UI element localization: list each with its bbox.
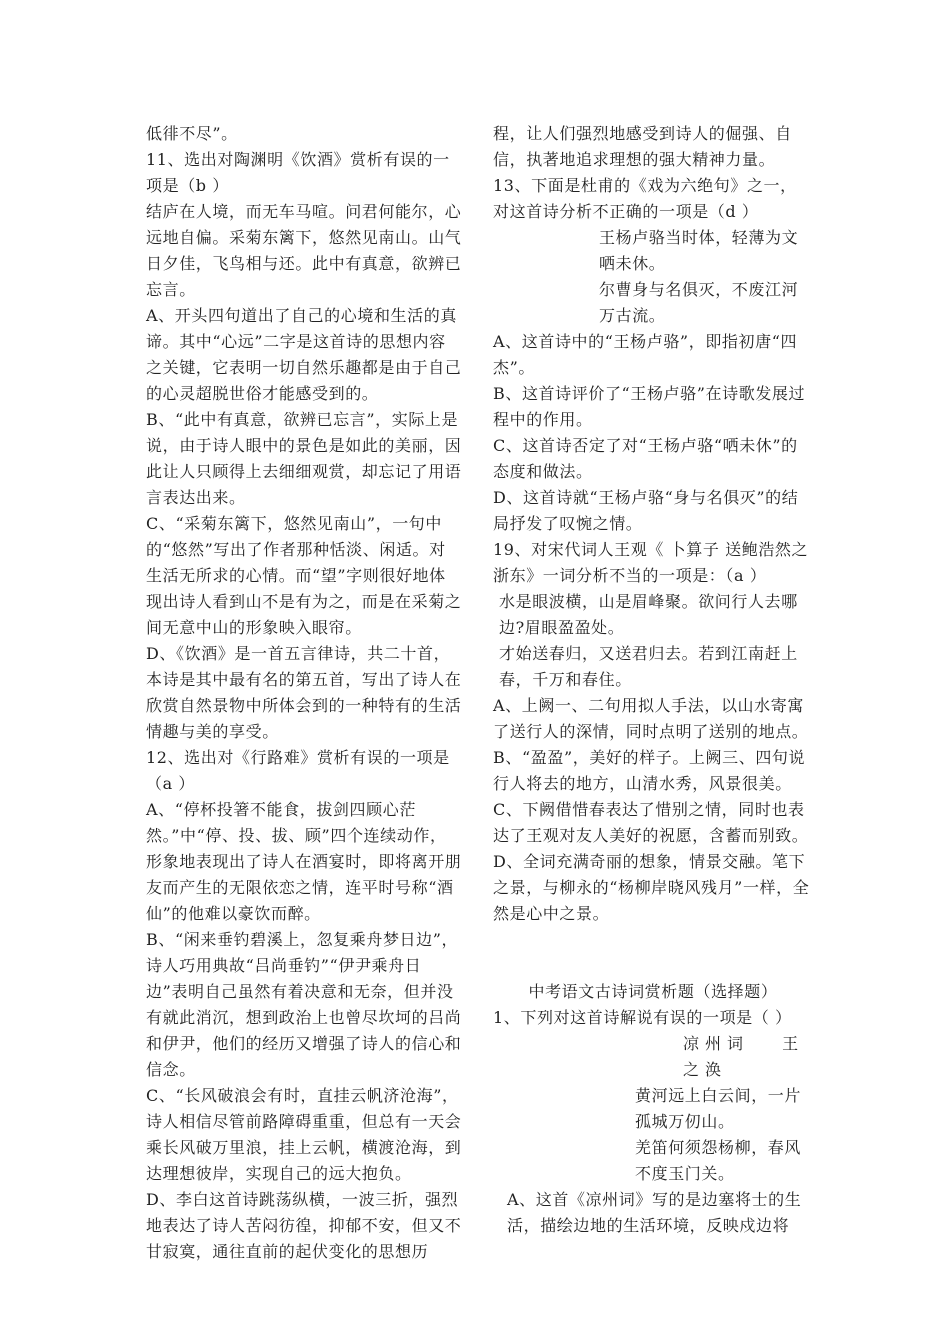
option-c: C、“采菊东篱下，悠然见南山”，一句中的“悠然”写出了作者那种恬淡、闲适。对生活无所求的心情。而“望”字则很好地体现出诗人看到山不是有为之，而是在采菊之间无意中山的形象映入眼帘。 — [146, 514, 462, 637]
question-1: 1、下列对这首诗解说有误的一项是（ ） — [493, 1008, 792, 1027]
option-d: D、这首诗就“王杨卢骆“身与名俱灭”的结局抒发了叹惋之情。 — [493, 488, 799, 533]
option-d: D、李白这首诗跳荡纵横，一波三折，强烈地表达了诗人苦闷彷徨，抑郁不安，但又不甘寂寞，通往直前的起伏变化的思想历 — [146, 1190, 462, 1261]
poem-verse: 尔曹身与名俱灭，不废江河万古流。 — [599, 280, 799, 325]
left-column — [146, 121, 462, 1265]
option-b: B、这首诗评价了“王杨卢骆”在诗歌发展过程中的作用。 — [493, 384, 806, 429]
poem-verse: 水是眼波横，山是眉峰聚。欲问行人去哪边?眉眼盈盈处。 — [499, 592, 798, 637]
option-a: A、这首诗中的“王杨卢骆”，即指初唐“四杰”。 — [493, 332, 798, 377]
option-a: A、开头四句道出了自己的心境和生活的真谛。其中“心远”二字是这首诗的思想内容之关键，它表明一切自然乐趣都是由于自己的心灵超脱世俗才能感受到的。 — [146, 306, 462, 403]
poem-verse: 王杨卢骆当时体，轻薄为文哂未休。 — [599, 228, 799, 273]
poem-text: 结庐在人境，而无车马喧。问君何能尔，心远地自偏。采菊东篱下，悠然见南山。山气日夕佳，飞鸟相与还。此中有真意，欲辨已忘言。 — [146, 202, 462, 299]
option-a: A、上阙一、二句用拟人手法，以山水寄寓了送行人的深情，同时点明了送别的地点。 — [493, 696, 809, 741]
poem-verse: 才始送春归，又送君归去。若到江南赶上春，千万和春住。 — [499, 644, 798, 689]
question-11: 11、选出对陶渊明《饮酒》赏析有误的一项是（b ） — [146, 150, 450, 195]
section-title: 中考语文古诗词赏析题（选择题） — [528, 982, 778, 1001]
spacer — [493, 927, 813, 979]
option-b: B、“闲来垂钓碧溪上，忽复乘舟梦日边”，诗人巧用典故“吕尚垂钓”“伊尹乘舟日边”表明自己虽然有着决意和无奈，但并没有就此消沉，想到政治上也曾尽坎坷的吕尚和伊尹，他们的经历又增强了诗人的信心和信念。 — [146, 930, 462, 1079]
option-a: A、“停杯投箸不能食，拔剑四顾心茫然。”中“停、投、拔、顾”四个连续动作，形象地表现出了诗人在酒宴时，即将离开朋友而产生的无限依恋之情，连平时号称“酒仙”的他难以豪饮而醉。 — [146, 800, 462, 923]
question-12: 12、选出对《行路难》赏析有误的一项是（a ） — [146, 748, 450, 793]
option-b: B、“此中有真意，欲辨已忘言”，实际上是说，由于诗人眼中的景色是如此的美丽，因此让人只顾得上去细细观赏，却忘记了用语言表达出来。 — [146, 410, 462, 507]
poem-verse: 羌笛何须怨杨柳，春风不度玉门关。 — [635, 1138, 802, 1183]
question-19: 19、对宋代词人王观《 卜算子 送鲍浩然之浙东》一词分析不当的一项是：（a ） — [493, 540, 809, 585]
right-column — [493, 121, 813, 1239]
question-13: 13、下面是杜甫的《戏为六绝句》之一，对这首诗分析不正确的一项是（d ） — [493, 176, 797, 221]
option-d: D、《饮酒》是一首五言律诗，共二十首，本诗是其中最有名的第五首，写出了诗人在欣赏自然景物中所体会到的一种特有的生活情趣与美的享受。 — [146, 644, 462, 741]
option-c: C、这首诗否定了对“王杨卢骆“哂未休”的态度和做法。 — [493, 436, 798, 481]
continuation-text: 程，让人们强烈地感受到诗人的倔强、自信，执著地追求理想的强大精神力量。 — [493, 124, 792, 169]
option-c: C、下阙借惜春表达了惜别之情，同时也表达了王观对友人美好的祝愿，含蓄而别致。 — [493, 800, 809, 845]
option-d: D、全词充满奇丽的想象，情景交融。笔下之景，与柳永的“杨柳岸晓风残月”一样，全然是心中之景。 — [493, 852, 810, 923]
poem-title: 凉州词 王之涣 — [683, 1034, 805, 1079]
option-a: A、这首《凉州词》写的是边塞将士的生活，描绘边地的生活环境，反映戍边将 — [507, 1190, 802, 1235]
text-line: 低徘不尽”。 — [146, 124, 238, 143]
poem-verse: 黄河远上白云间，一片孤城万仞山。 — [635, 1086, 802, 1131]
option-b: B、“盈盈”，美好的样子。上阙三、四句说行人将去的地方，山清水秀，风景很美。 — [493, 748, 806, 793]
option-c: C、“长风破浪会有时，直挂云帆济沧海”，诗人相信尽管前路障碍重重，但总有一天会乘长风破万里浪，挂上云帆，横渡沧海，到达理想彼岸，实现自己的远大抱负。 — [146, 1086, 462, 1183]
